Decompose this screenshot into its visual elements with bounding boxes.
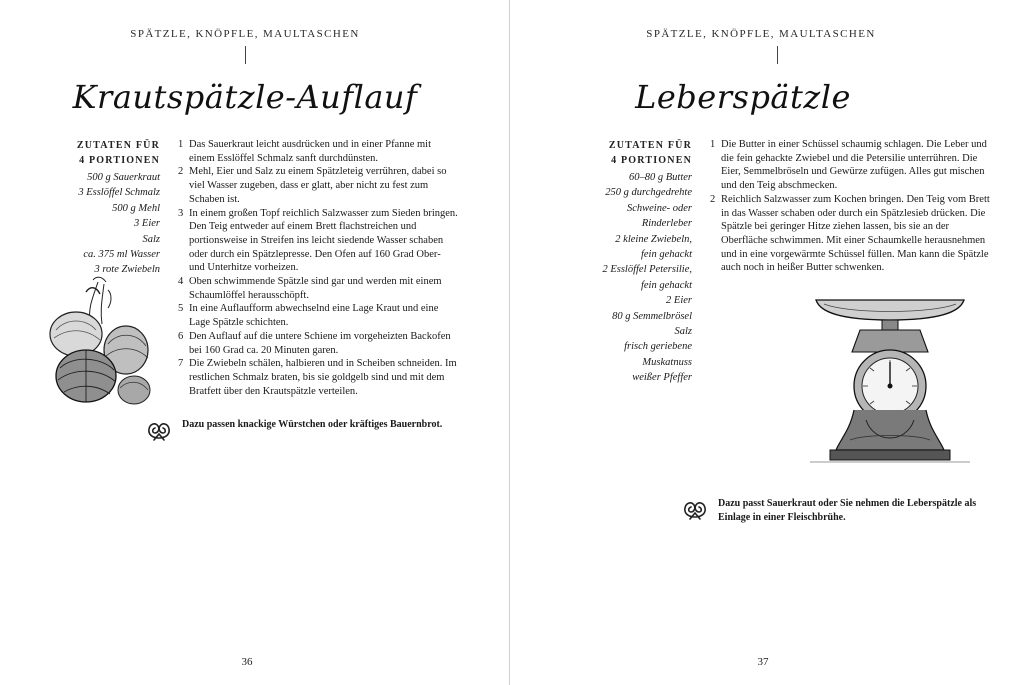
method-step [710, 138, 990, 193]
ingredients-heading-line1: ZUTATEN FÜR [608, 140, 692, 151]
ingredient-item: Rinderleber [641, 218, 692, 230]
ingredients-heading [574, 138, 692, 168]
ingredient-item: 500 g Sauerkraut [87, 172, 160, 183]
ingredient-item: fein gehackt [640, 279, 692, 291]
ingredient-item: Salz [142, 233, 160, 245]
tip-text: Dazu passen knackige Würstchen oder kräftiges Bauernbrot. [182, 419, 443, 430]
method-step [178, 302, 458, 329]
onions-engraving-icon [38, 272, 158, 412]
right-page [510, 0, 1020, 685]
ingredient-item: ca. 375 ml Wasser [83, 249, 160, 261]
method-steps [710, 138, 990, 275]
running-head-rule [777, 46, 778, 64]
ingredient-item: 3 Eier [134, 218, 160, 230]
pretzel-icon [682, 499, 708, 521]
step-text: Den Auflauf auf die untere Schiene im vorgeheizten Backofen bei 160 Grad ca. 20 Minuten garen. [189, 330, 451, 356]
step-text: In eine Auflaufform abwechselnd eine Lage Kraut und eine Lage Spätzle schichten. [189, 303, 439, 329]
step-number: 4 [178, 276, 184, 288]
step-text: In einem großen Topf reichlich Salzwasser zum Sieden bringen. Den Teig entweder auf einem Brett flachstreichen und portionsweise in Streifen ins leicht siedende Wasser schaben oder durch ein Spätzlepresse. Den Ofen auf 160 Grad Ober- und Unterhitze vorheizen. [189, 207, 458, 274]
ingredient-item: 80 g Semmelbrösel [612, 310, 692, 322]
pretzel-icon [146, 420, 172, 442]
ingredients-heading-line2: 4 PORTIONEN [611, 155, 692, 166]
method-step [710, 193, 990, 275]
step-text: Mehl, Eier und Salz zu einem Spätzleteig verrühren, dabei so viel Wasser zugeben, dass er glatt, aber nicht zu fest zum Schaben ist. [189, 166, 447, 205]
ingredient-item: Schweine- oder [626, 202, 692, 214]
ingredient-item: frisch geriebene [624, 341, 692, 353]
step-text: Reichlich Salzwasser zum Kochen bringen. Den Teig vom Brett in das Wasser schaben oder durch ein Spätzlesieb drücken. Die Spätzle bei geringer Hitze ziehen lassen, bis sie an der Oberfläche schwimmen. Mit einer Schaumkelle herausnehmen und in eine vorgewärmte Schüssel füllen. Man kann die Spätzle auch noch in heißer Butter schwenken. [721, 193, 990, 274]
step-number: 1 [178, 139, 184, 150]
ingredient-item: 2 Esslöffel Petersilie, [602, 264, 692, 276]
recipe-title: Krautspätzle-Auflauf [72, 78, 418, 116]
step-number: 7 [178, 358, 184, 370]
ingredients-heading-line2: 4 PORTIONEN [79, 155, 160, 166]
ingredients-heading-line1: ZUTATEN FÜR [76, 140, 160, 151]
running-head: SPÄTZLE, KNÖPFLE, MAULTASCHEN [130, 28, 360, 40]
ingredient-item: 60–80 g Butter [629, 172, 692, 183]
ingredients-list [574, 170, 692, 386]
method-step [178, 330, 458, 357]
ingredient-item: 3 rote Zwiebeln [94, 264, 160, 276]
method-step [178, 207, 458, 276]
ingredient-item: Muskatnuss [642, 356, 692, 368]
step-number: 2 [710, 193, 716, 205]
tip-text: Dazu passt Sauerkraut oder Sie nehmen die Leberspätzle als Einlage in einer Fleischbrühe. [718, 498, 977, 523]
step-text: Die Butter in einer Schüssel schaumig schlagen. Die Leber und die fein gehackte Zwiebel und die Petersilie unterrühren. Die Eier, Semmelbröseln und Gewürze zufügen. Alles gut mischen und den Teig abschmecken. [721, 139, 987, 192]
ingredient-item: weißer Pfeffer [632, 372, 692, 384]
step-number: 6 [178, 330, 184, 342]
ingredient-item: 3 Esslöffel Schmalz [78, 187, 160, 199]
method-step [178, 138, 458, 165]
page-number: 37 [757, 656, 769, 668]
ingredients-heading [40, 138, 160, 168]
step-number: 5 [178, 303, 184, 315]
ingredient-item: 500 g Mehl [112, 202, 160, 214]
serving-tip [682, 497, 982, 525]
method-step [178, 357, 458, 398]
step-number: 3 [178, 207, 184, 219]
ingredient-item: 250 g durchgedrehte [605, 187, 692, 199]
step-number: 2 [178, 166, 184, 178]
ingredient-item: 2 kleine Zwiebeln, [615, 233, 692, 245]
serving-tip [146, 418, 446, 442]
step-text: Oben schwimmende Spätzle sind gar und werden mit einem Schaumlöffel herausschöpft. [189, 276, 442, 301]
ingredients-list [20, 170, 160, 278]
running-head: SPÄTZLE, KNÖPFLE, MAULTASCHEN [646, 28, 876, 40]
method-step [178, 165, 458, 206]
step-text: Das Sauerkraut leicht ausdrücken und in einer Pfanne mit einem Esslöffel Schmalz sanft durchdünsten. [189, 139, 432, 164]
method-step [178, 275, 458, 302]
ingredient-item: Salz [674, 326, 692, 338]
running-head-rule [245, 46, 246, 64]
step-text: Die Zwiebeln schälen, halbieren und in Scheiben schneiden. Im restlichen Schmalz braten, bis sie goldgelb sind und mit dem Bratfett über den Krautspätzle verteilen. [189, 358, 457, 397]
method-steps [178, 138, 458, 398]
ingredient-item: 2 Eier [666, 295, 692, 307]
step-number: 1 [710, 139, 716, 150]
kitchen-scale-engraving-icon [810, 290, 970, 475]
recipe-title: Leberspätzle [635, 78, 851, 116]
page-number: 36 [241, 656, 253, 668]
ingredient-item: fein gehackt [640, 249, 692, 261]
